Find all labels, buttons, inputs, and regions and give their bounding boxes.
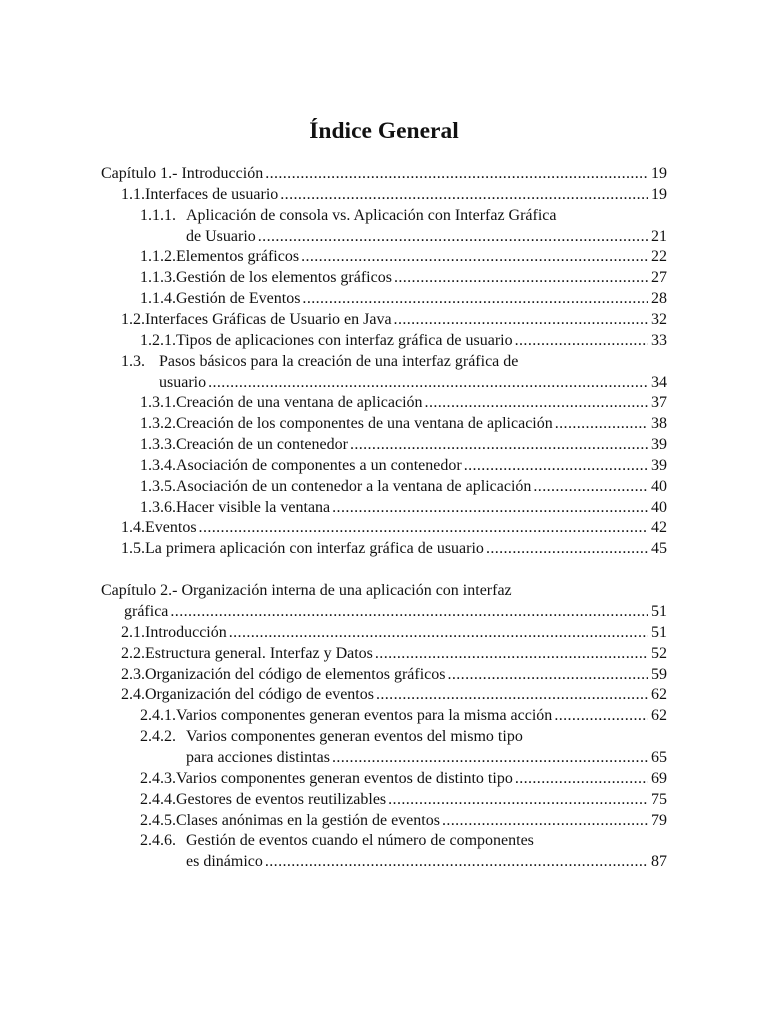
entry-number: 1.3.6. (140, 498, 176, 516)
page-number: 62 (651, 707, 667, 725)
page-number: 37 (651, 394, 667, 412)
page-number: 79 (651, 811, 667, 829)
page-number: 45 (651, 540, 667, 558)
dot-leader (229, 622, 648, 643)
entry-title: Asociación de un contenedor a la ventana de aplicación (176, 477, 532, 495)
dot-leader (515, 768, 648, 789)
entry-number: 1.3.4. (140, 456, 176, 474)
page-number: 19 (651, 185, 667, 203)
entry-title: Interfaces Gráficas de Usuario en Java (145, 310, 392, 328)
entry-number: 1.3.5. (140, 477, 176, 495)
entry-title: Gestión de eventos cuando el número de componentes (186, 832, 534, 850)
dot-leader (375, 643, 648, 664)
dot-leader (170, 601, 648, 622)
subsection-entry[interactable] (140, 830, 534, 851)
entry-title: Elementos gráficos (176, 248, 300, 266)
dot-leader (332, 747, 648, 768)
entry-title: Pasos básicos para la creación de una interfaz gráfica de (159, 352, 519, 370)
subsection-entry-continued[interactable] (186, 851, 667, 872)
entry-number: 2.4.4. (140, 790, 176, 808)
subsection-entry[interactable] (140, 726, 523, 747)
entry-number: 1.1. (121, 185, 145, 203)
entry-title: Hacer visible la ventana (176, 498, 331, 516)
dot-leader (533, 476, 648, 497)
subsection-entry[interactable] (140, 246, 667, 267)
section-entry[interactable] (121, 622, 667, 643)
entry-title: Creación de un contenedor (176, 436, 348, 454)
page-number: 19 (651, 165, 667, 182)
entry-title: Varios componentes generan eventos de distinto tipo (176, 769, 513, 787)
entry-title: Varios componentes generan eventos del mismo tipo (186, 728, 523, 746)
page-number: 39 (651, 436, 667, 454)
subsection-entry[interactable] (140, 455, 667, 476)
subsection-entry[interactable] (140, 413, 667, 434)
subsection-entry[interactable] (140, 476, 667, 497)
dot-leader (265, 851, 648, 872)
page-number: 40 (651, 477, 667, 495)
entry-title-continued: es dinámico (186, 853, 263, 871)
entry-number: 2.2. (121, 644, 145, 662)
entry-title: Asociación de componentes a un contenedor (176, 456, 462, 474)
chapter-entry-continued[interactable] (124, 601, 667, 622)
entry-title: Creación de los componentes de una ventana de aplicación (176, 415, 553, 433)
page-number: 40 (651, 498, 667, 516)
dot-leader (394, 309, 648, 330)
page-number: 52 (651, 644, 667, 662)
page-number: 62 (651, 686, 667, 704)
entry-number: 2.4.6. (140, 832, 176, 850)
entry-number: 2.3. (121, 665, 145, 683)
dot-leader (554, 705, 648, 726)
entry-number: 2.4.5. (140, 811, 176, 829)
entry-title: Gestión de Eventos (176, 290, 301, 308)
entry-number: 2.4.2. (140, 728, 176, 746)
entry-title: Eventos (145, 519, 197, 537)
section-entry-continued[interactable] (159, 372, 667, 393)
subsection-entry[interactable] (140, 392, 667, 413)
entry-title: Organización del código de eventos (145, 686, 374, 704)
entry-number: 1.4. (121, 519, 145, 537)
entry-title: Aplicación de consola vs. Aplicación con Interfaz Gráfica (186, 206, 557, 224)
page-number: 51 (651, 603, 667, 620)
chapter-entry[interactable] (101, 580, 512, 601)
entry-number: 1.1.4. (140, 290, 176, 308)
page-number: 38 (651, 415, 667, 433)
section-entry[interactable] (121, 538, 667, 559)
subsection-entry[interactable] (140, 789, 667, 810)
entry-number: 1.1.2. (140, 248, 176, 266)
entry-number: 1.3.3. (140, 436, 176, 454)
entry-number: 2.4. (121, 686, 145, 704)
chapter-entry[interactable] (101, 163, 667, 184)
entry-number: 1.1.1. (140, 206, 176, 224)
entry-number: 1.3. (121, 352, 145, 370)
page-number: 59 (651, 665, 667, 683)
entry-title: Gestores de eventos reutilizables (176, 790, 387, 808)
entry-title-continued: de Usuario (186, 227, 256, 245)
entry-number: 2.1. (121, 623, 145, 641)
entry-title-continued: gráfica (124, 603, 169, 620)
dot-leader (464, 455, 648, 476)
subsection-entry[interactable] (140, 267, 667, 288)
page-title: Índice General (309, 118, 459, 144)
entry-number: 2.4.3. (140, 769, 176, 787)
page-number: 69 (651, 769, 667, 787)
entry-title: Organización del código de elementos gráficos (145, 665, 446, 683)
dot-leader (301, 246, 648, 267)
dot-leader (447, 664, 648, 685)
dot-leader (394, 267, 648, 288)
section-entry[interactable] (121, 309, 667, 330)
subsection-entry[interactable] (140, 705, 667, 726)
entry-title: Varios componentes generan eventos para la misma acción (176, 707, 553, 725)
dot-leader (376, 684, 648, 705)
subsection-entry[interactable] (140, 434, 667, 455)
entry-number: 1.3.2. (140, 415, 176, 433)
entry-number: 1.2. (121, 310, 145, 328)
dot-leader (515, 330, 648, 351)
dot-leader (280, 184, 648, 205)
entry-title-continued: para acciones distintas (186, 748, 330, 766)
dot-leader (350, 434, 648, 455)
dot-leader (199, 517, 648, 538)
section-entry[interactable] (121, 664, 667, 685)
dot-leader (258, 226, 648, 247)
entry-title: Tipos de aplicaciones con interfaz gráfica de usuario (176, 331, 513, 349)
subsection-entry[interactable] (140, 288, 667, 309)
section-entry[interactable] (121, 643, 667, 664)
entry-title: Capítulo 1.- Introducción (101, 165, 264, 182)
entry-number: 1.2.1. (140, 331, 176, 349)
page-number: 22 (651, 248, 667, 266)
entry-number: 1.1.3. (140, 269, 176, 287)
entry-title: Introducción (145, 623, 227, 641)
subsection-entry[interactable] (140, 768, 667, 789)
page-number: 32 (651, 310, 667, 328)
section-entry[interactable] (121, 184, 667, 205)
entry-title: Gestión de los elementos gráficos (176, 269, 392, 287)
subsection-entry[interactable] (140, 497, 667, 518)
page-number: 39 (651, 456, 667, 474)
entry-title: La primera aplicación con interfaz gráfica de usuario (145, 540, 484, 558)
page-number: 87 (651, 853, 667, 871)
page-number: 27 (651, 269, 667, 287)
page-number: 42 (651, 519, 667, 537)
entry-number: 1.3.1. (140, 394, 176, 412)
dot-leader (302, 288, 648, 309)
page-number: 65 (651, 748, 667, 766)
page-number: 34 (651, 373, 667, 391)
subsection-entry-continued[interactable] (186, 226, 667, 247)
page-number: 33 (651, 331, 667, 349)
section-entry[interactable] (121, 684, 667, 705)
dot-leader (486, 538, 648, 559)
dot-leader (442, 810, 648, 831)
dot-leader (555, 413, 648, 434)
section-entry[interactable] (121, 351, 518, 372)
subsection-entry[interactable] (140, 330, 667, 351)
entry-title: Interfaces de usuario (145, 185, 279, 203)
page-number: 28 (651, 290, 667, 308)
dot-leader (208, 372, 648, 393)
entry-title: Capítulo 2.- Organización interna de una aplicación con interfaz (101, 582, 512, 600)
page-number: 51 (651, 623, 667, 641)
dot-leader (332, 497, 648, 518)
page-number: 75 (651, 790, 667, 808)
dot-leader (388, 789, 648, 810)
subsection-entry[interactable] (140, 205, 557, 226)
entry-title: Estructura general. Interfaz y Datos (145, 644, 373, 662)
entry-title: Clases anónimas en la gestión de eventos (176, 811, 440, 829)
subsection-entry[interactable] (140, 810, 667, 831)
entry-title: Creación de una ventana de aplicación (176, 394, 423, 412)
dot-leader (425, 392, 648, 413)
entry-number: 1.5. (121, 540, 145, 558)
entry-number: 2.4.1. (140, 707, 176, 725)
section-entry[interactable] (121, 517, 667, 538)
entry-title-continued: usuario (159, 373, 207, 391)
dot-leader (265, 163, 648, 184)
page-number: 21 (651, 227, 667, 245)
subsection-entry-continued[interactable] (186, 747, 667, 768)
